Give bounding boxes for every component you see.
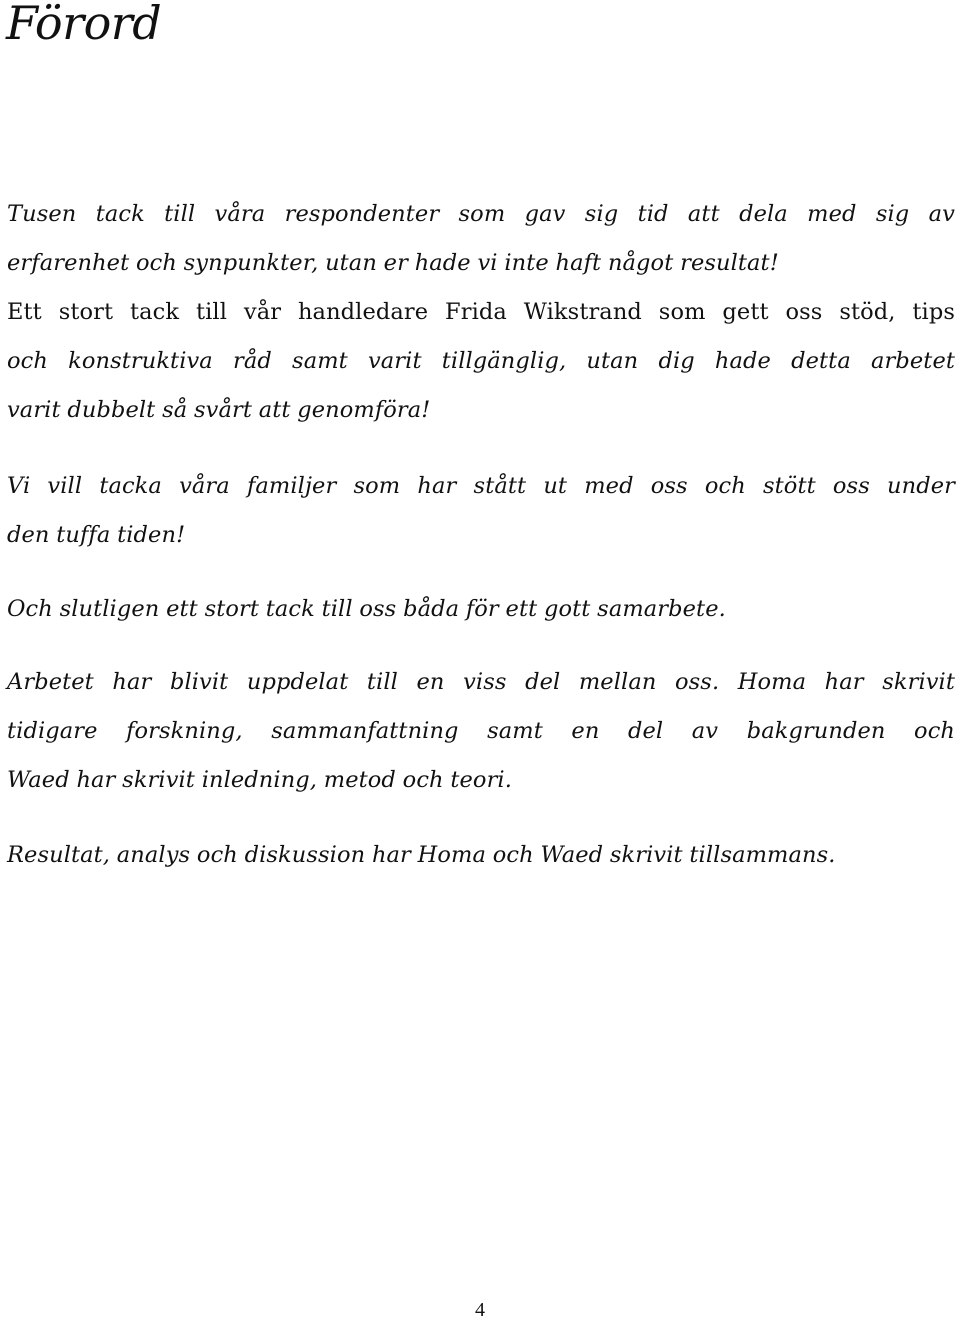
acknowledgement-paragraph-cooperation [7,585,955,634]
text-line: Ett stort tack till vår handledare Frida Wikstrand som gett oss stöd, tips [7,299,955,325]
text-line: Tusen tack till våra respondenter som gav sig tid att dela med sig av [7,201,955,227]
text-line: och konstruktiva råd samt varit tillgänglig, utan dig hade detta arbetet [7,348,955,374]
page-heading: Förord [6,0,162,50]
joint-writing-paragraph [7,831,955,880]
text-line: Och slutligen ett stort tack till oss båda för ett gott samarbete. [7,596,726,622]
text-line: Waed har skrivit inledning, metod och teori. [7,767,512,793]
acknowledgement-paragraph-respondents-supervisor [7,190,955,435]
text-line: den tuffa tiden! [7,522,186,548]
page-number: 4 [475,1299,485,1321]
text-line: Resultat, analys och diskussion har Homa och Waed skrivit tillsammans. [7,842,836,868]
text-line: tidigare forskning, sammanfattning samt en del av bakgrunden och [7,718,955,744]
text-line: erfarenhet och synpunkter, utan er hade vi inte haft något resultat! [7,250,779,276]
text-line: varit dubbelt så svårt att genomföra! [7,397,431,423]
work-division-paragraph [7,658,955,805]
acknowledgement-paragraph-families [7,462,955,560]
text-line: Arbetet har blivit uppdelat till en viss del mellan oss. Homa har skrivit [7,669,955,695]
text-line: Vi vill tacka våra familjer som har stått ut med oss och stött oss under [7,473,955,499]
